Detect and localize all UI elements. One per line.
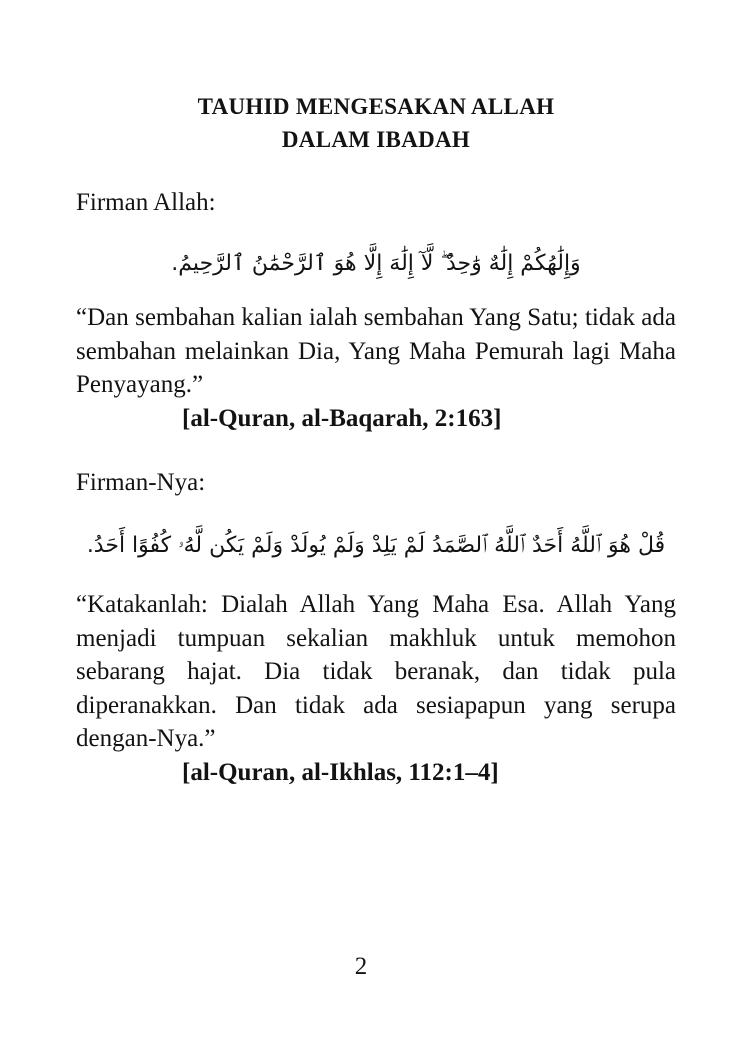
title-line-1: TAUHID MENGESAKAN ALLAH bbox=[197, 94, 555, 119]
verse-citation-baqarah: [al-Quran, al-Baqarah, 2:163] bbox=[182, 404, 502, 432]
title-line-2: DALAM IBADAH bbox=[281, 127, 471, 152]
section-label-firman-allah: Firman Allah: bbox=[76, 189, 216, 216]
section-label-firman-nya: Firman-Nya: bbox=[76, 469, 206, 496]
verse-citation-ikhlas: [al-Quran, al-Ikhlas, 112:1–4] bbox=[182, 758, 499, 786]
quran-verse-arabic-ikhlas: قُلْ هُوَ ٱللَّهُ أَحَدٌ ٱللَّهُ ٱلصَّمَدُ لَمْ يَلِدْ وَلَمْ يُولَدْ وَلَمْ يَكُن لَّهُۥ كُفُوًا أَحَدُ. bbox=[86, 533, 666, 558]
verse-translation-ikhlas: “Katakanlah: Dialah Allah Yang Maha Esa. Allah Yang menjadi tumpuan sekalian makhluk untuk memohon sebarang hajat. Dia tidak beranak, dan tidak pula diperanakkan. Dan tidak ada sesiapapun yang serupa dengan-Nya.” bbox=[76, 591, 676, 752]
page-number: 2 bbox=[354, 953, 368, 980]
verse-translation-baqarah: “Dan sembahan kalian ialah sembahan Yang Satu; tidak ada sembahan melainkan Dia, Yang Maha Pemurah lagi Maha Penyayang.” bbox=[76, 304, 676, 398]
page-title bbox=[76, 90, 676, 156]
quran-verse-arabic-baqarah: وَإِلَٰهُكُمْ إِلَٰهٌ وَٰحِدٌ ۖ لَّآ إِلَٰهَ إِلَّا هُوَ ٱلرَّحْمَٰنُ ٱلرَّحِيمُ. bbox=[171, 251, 581, 276]
